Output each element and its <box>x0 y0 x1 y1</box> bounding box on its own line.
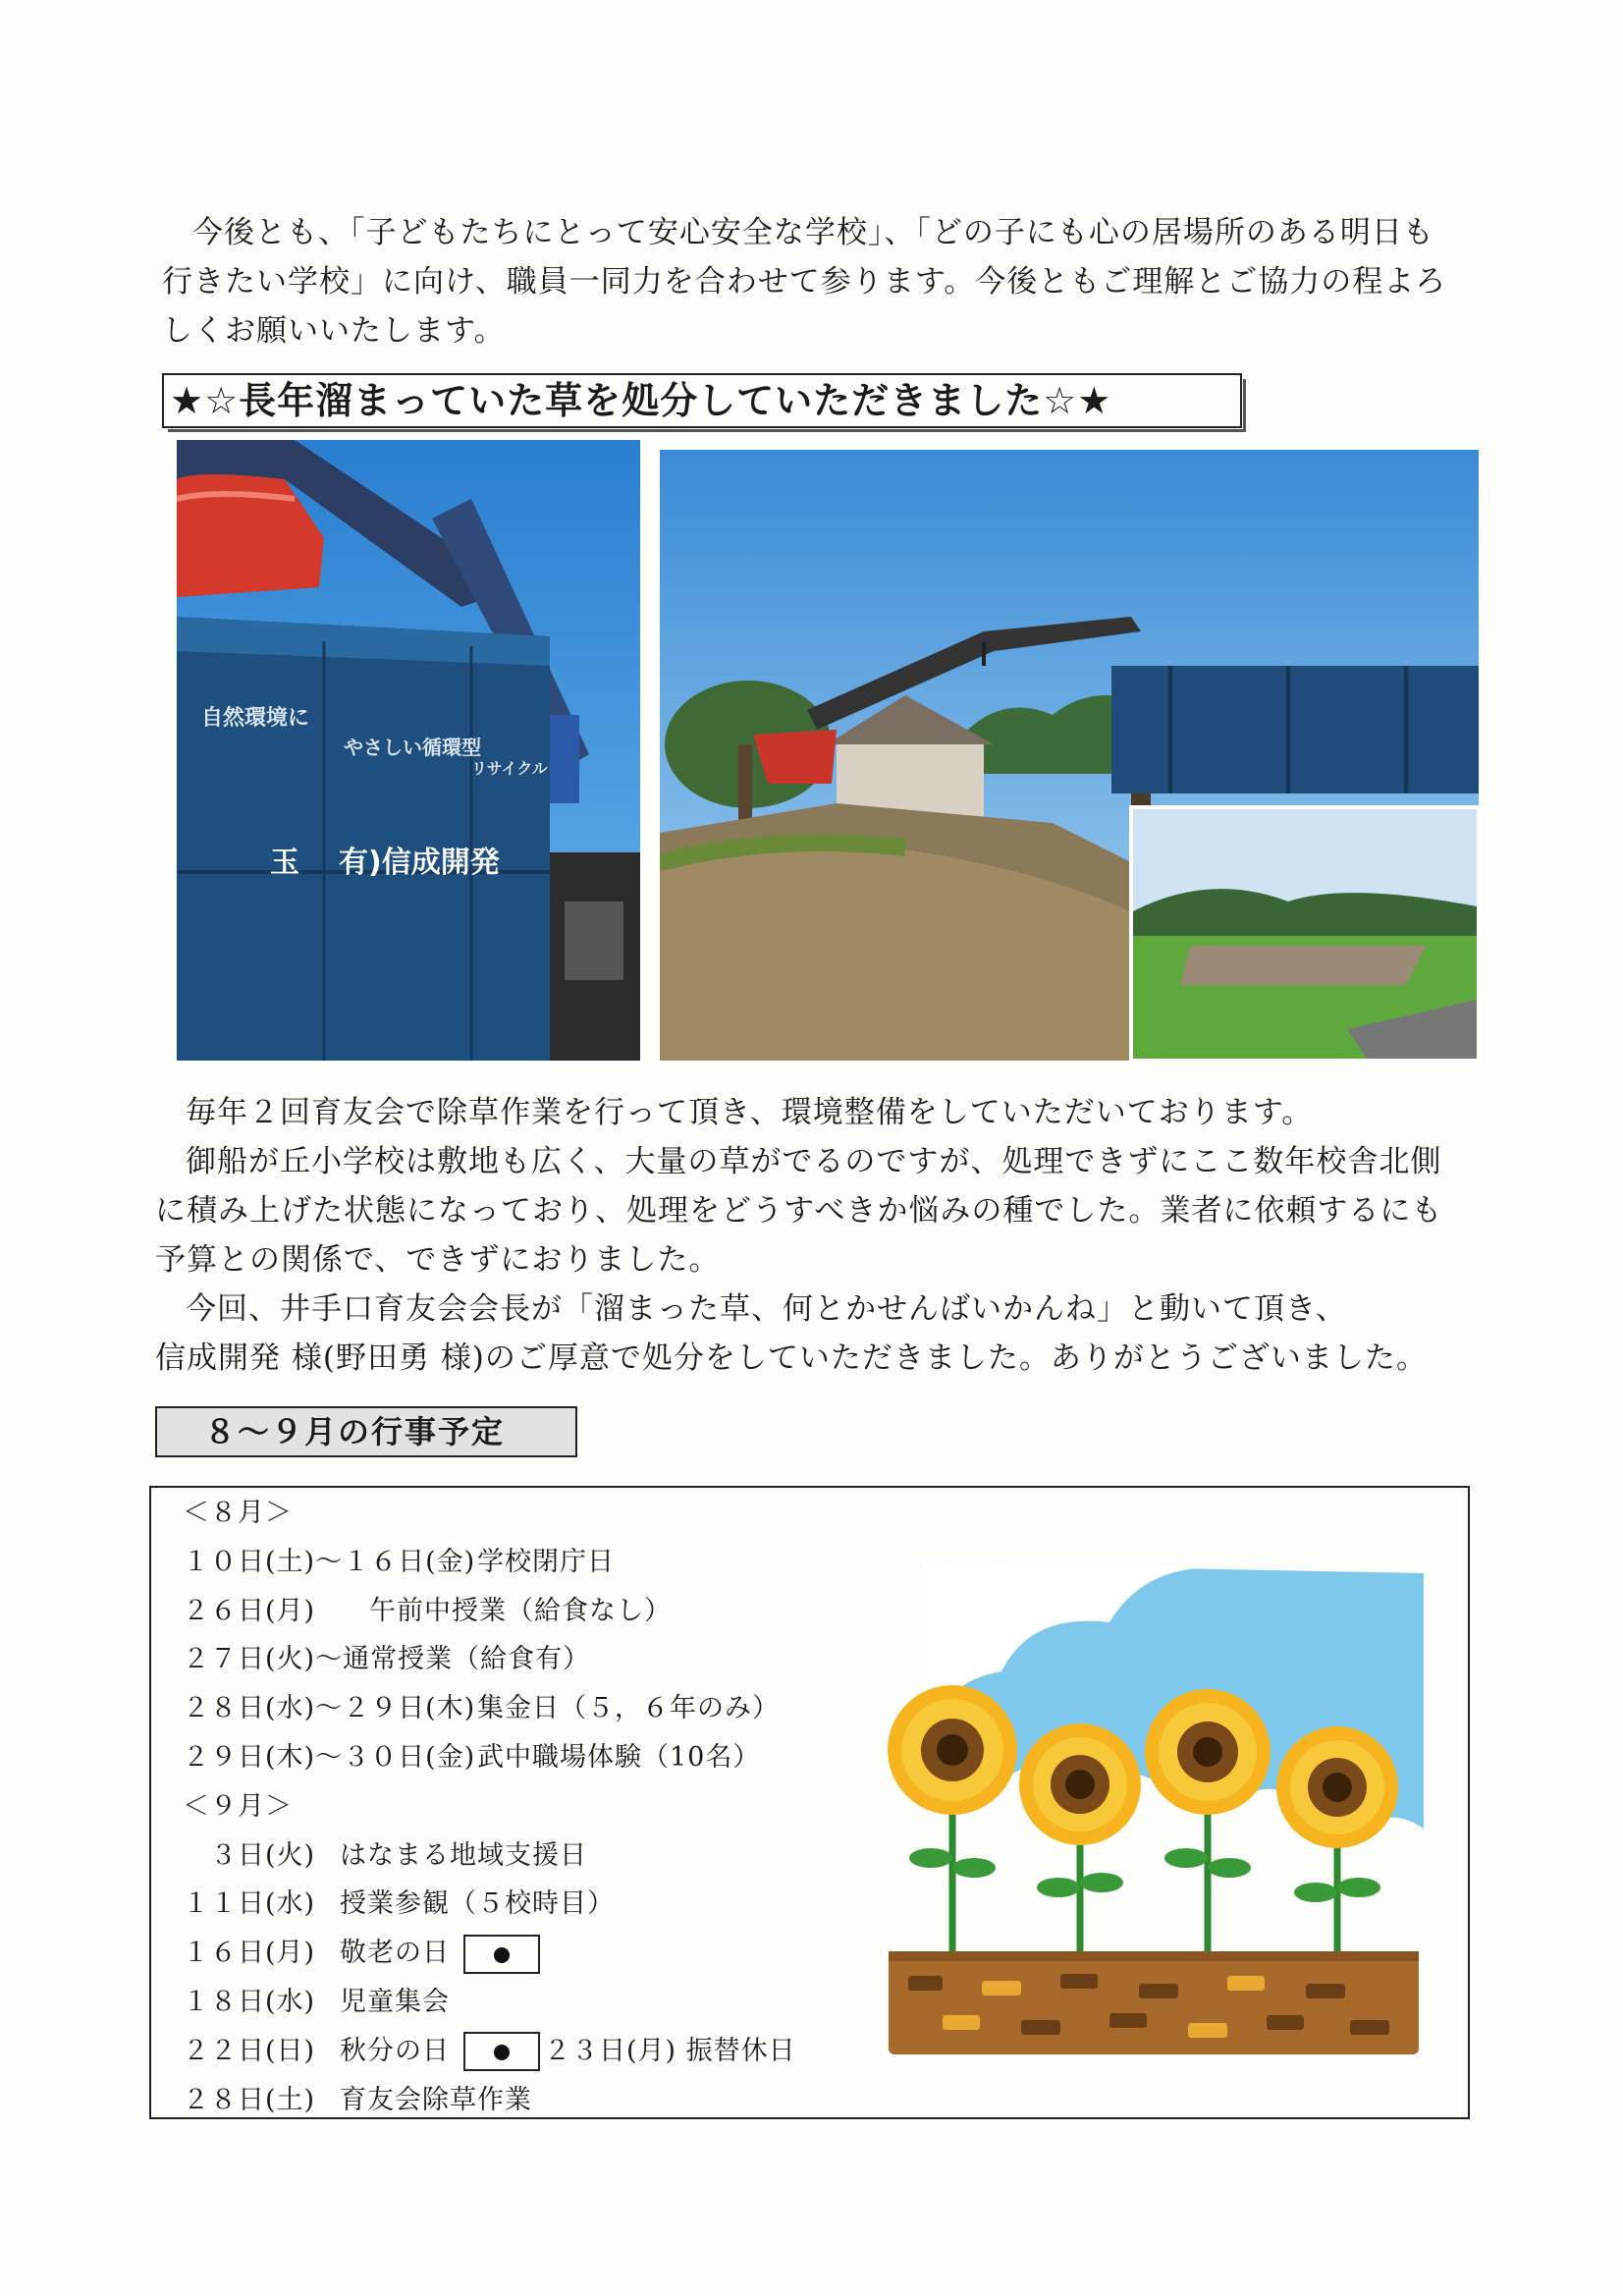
schedule-item <box>183 1538 796 1587</box>
event-date: １０日(土)～１６日(金) <box>183 1546 476 1577</box>
event-date: ２２日(日) <box>183 2035 316 2066</box>
schedule-item <box>183 1635 796 1684</box>
body-line: 毎年２回育友会で除草作業を行って頂き、環境整備をしていただいております。 <box>186 1095 1314 1130</box>
sunflower-icon <box>1276 1726 1398 1976</box>
sign-text: リサイクル <box>471 759 548 778</box>
body-line: に積み上げた状態になっており、処理をどうすべきか悩みの種でした。業者に依頼するにも <box>155 1193 1443 1229</box>
event-name: 児童集会 <box>340 1986 450 2017</box>
event-name: 武中職場体験（10名） <box>477 1741 761 1773</box>
schedule-item <box>183 2076 796 2125</box>
event-name: 育友会除草作業 <box>340 2084 532 2115</box>
photo-crane-grass-pile <box>660 450 1479 1061</box>
event-date: ２８日(水)～２９日(木) <box>183 1693 476 1724</box>
event-name: 授業参観（５校時目） <box>340 1888 615 1920</box>
holiday-marker-icon <box>463 1935 540 1974</box>
body-line: 予算との関係で、できずにおりました。 <box>155 1242 721 1278</box>
photo-truck-worker <box>177 440 640 1061</box>
event-date: ２９日(木)～３０日(金) <box>183 1741 476 1773</box>
schedule-item <box>183 1880 796 1929</box>
sign-text: やさしい循環型 <box>344 736 481 759</box>
intro-line: 行きたい学校」に向け、職員一同力を合わせて参ります。今後ともご理解とご協力の程よろ <box>162 264 1447 300</box>
sign-text: 自然環境に <box>201 706 310 731</box>
schedule-item <box>183 1782 796 1831</box>
event-extra: ２３日(月) 振替休日 <box>544 2035 796 2066</box>
intro-paragraph <box>162 208 1497 355</box>
sunflower-icon <box>1145 1689 1271 1976</box>
sunflower-illustration <box>884 1563 1424 2054</box>
event-name: 集金日（５，６年のみ） <box>477 1693 780 1724</box>
holiday-marker-icon <box>463 2032 540 2071</box>
event-date: １８日(水) <box>183 1986 316 2017</box>
event-name: 学校閉庁日 <box>477 1546 615 1577</box>
body-line: 御船が丘小学校は敷地も広く、大量の草がでるのですが、処理できずにここ数年校舎北側 <box>186 1144 1442 1179</box>
event-date: ＜８月＞ <box>183 1498 293 1528</box>
sunflower-icon <box>1019 1723 1141 1976</box>
sign-logo: 玉 <box>270 846 299 880</box>
schedule-item <box>183 1684 796 1733</box>
event-date: ２８日(土) <box>183 2084 316 2115</box>
schedule-item <box>183 2027 796 2076</box>
section-heading-schedule: ８～９月の行事予定 <box>155 1406 577 1457</box>
event-date: ２７日(火)～通常授業（給食有） <box>183 1644 591 1675</box>
schedule-item <box>183 1489 796 1538</box>
event-name: 午前中授業（給食なし） <box>369 1595 672 1626</box>
schedule-list <box>183 1489 796 2124</box>
schedule-item <box>183 1587 796 1636</box>
event-name: はなまる地域支援日 <box>340 1839 587 1871</box>
event-date: ２６日(月) <box>183 1595 316 1626</box>
grass-disposal-text <box>155 1088 1510 1383</box>
sign-company: 有)信成開発 <box>339 846 500 880</box>
event-date: １１日(水) <box>183 1888 316 1920</box>
schedule-item <box>183 1978 796 2027</box>
body-line: 今回、井手口育友会会長が「溜まった草、何とかせんばいかんね」と動いて頂き、 <box>186 1291 1347 1327</box>
section-heading-grass-disposal: ★☆長年溜まっていた草を処分していただきました☆★ <box>162 373 1242 428</box>
schedule-item <box>183 1733 796 1782</box>
body-line: 信成開発 様(野田勇 様)のご厚意で処分をしていただきました。ありがとうございました。 <box>155 1340 1428 1376</box>
schedule-item <box>183 1831 796 1881</box>
event-name: 秋分の日 <box>340 2035 450 2066</box>
event-date: ＜９月＞ <box>183 1790 293 1822</box>
sunflower-icon <box>888 1685 1017 1976</box>
schedule-item <box>183 1929 796 1978</box>
event-date: ３日(火) <box>183 1839 316 1871</box>
event-name: 敬老の日 <box>340 1938 450 1969</box>
intro-line: しくお願いいたします。 <box>162 313 506 349</box>
intro-line: 今後とも、「子どもたちにとって安心安全な学校」、「どの子にも心の居場所のある明日も <box>192 215 1434 250</box>
event-date: １６日(月) <box>183 1938 316 1969</box>
